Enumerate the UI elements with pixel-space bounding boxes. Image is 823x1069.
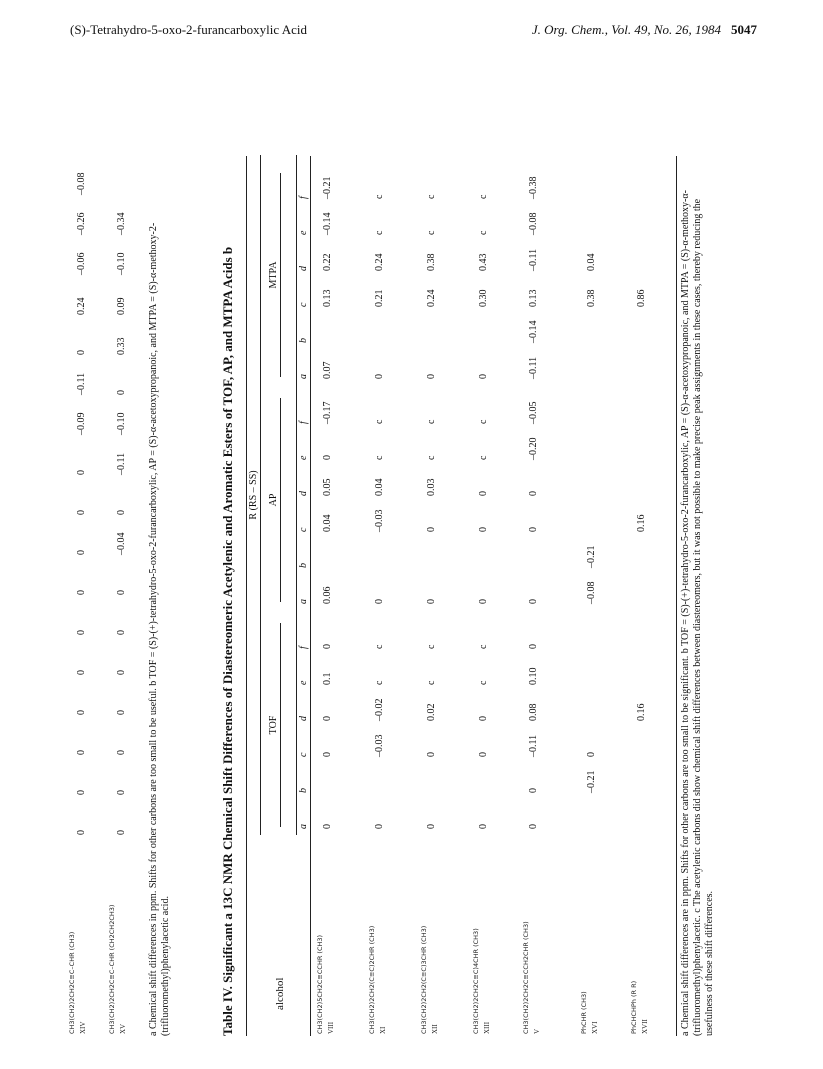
table-cell: –0.06 [76,252,87,275]
structure: CH3(CH2)2CH2C≡CCH2CHR (CH3) V [522,921,541,1034]
table-cell: c [374,455,385,460]
table-cell: c [374,680,385,685]
table-cell: c [478,680,489,685]
table-cell: –0.10 [116,412,127,435]
table-cell: –0.11 [116,452,127,475]
header-bottom-rule [310,156,311,1036]
table-cell: 0.16 [636,514,647,532]
table-cell: –0.21 [322,176,333,199]
table-cell: c [478,194,489,199]
table-cell: 0 [322,752,333,757]
subcolumn-a: a [298,599,309,604]
subcolumn-d: d [298,716,309,721]
running-title: (S)-Tetrahydro-5-oxo-2-furancarboxylic Acid [70,22,307,37]
table-cell: c [478,455,489,460]
table-cell: 0.06 [322,586,333,604]
table-cell: 0 [116,830,127,835]
table-cell: 0.04 [322,514,333,532]
compound-label: VIII [327,1021,335,1034]
table-cell: c [478,230,489,235]
top-footnote: a Chemical shift differences in ppm. Shifts for other carbons are too small to be useful. b TOF = (S)-(+)-tetrahydro-5-oxo-2-furancarboxylic, AP = (S)-α-acetoxypropanoic, and MTPA = (S)-α-methoxy-2-(trifluoromethyl)phenylacetic acid. [148,222,171,1036]
table-cell: 0.08 [528,703,539,721]
table-cell: 0 [76,590,87,595]
table-cell: 0 [76,630,87,635]
compound-label: XVII [641,1019,649,1034]
subcolumn-e: e [298,230,309,235]
table-cell: –0.14 [528,320,539,343]
table-cell: 0 [478,824,489,829]
table-cell: –0.08 [586,581,597,604]
table-cell: –0.26 [76,212,87,235]
subcolumn-f: f [298,646,309,649]
table-cell: 0.04 [586,253,597,271]
structure: CH3(CH2)2CH2(C≡C)3CHR (CH3) XII [420,925,439,1034]
subcolumn-b: b [298,563,309,568]
table-cell: 0 [528,644,539,649]
table-cell: 0 [426,752,437,757]
table-cell: 0 [116,630,127,635]
structure: CH3(CH2)2CH2(C≡C)2CHR (CH3) XI [368,925,387,1034]
table-cell: 0.02 [426,703,437,721]
table-cell: 0 [478,752,489,757]
subcolumn-b: b [298,338,309,343]
table-cell: –0.21 [586,545,597,568]
table-cell: 0 [528,527,539,532]
table-cell: 0.30 [478,289,489,307]
table-cell: –0.14 [322,212,333,235]
table-cell: 0 [116,390,127,395]
compound-label: XVI [591,1021,599,1034]
table-cell: 0 [76,670,87,675]
group-label-mtpa [268,165,281,385]
subcolumn-c: c [298,527,309,532]
table-cell: 0.09 [116,297,127,315]
journal-name: J. Org. Chem., Vol. 49, No. 26, 1984 [531,22,721,37]
table-cell: –0.11 [528,734,539,757]
subcolumn-a: a [298,824,309,829]
table-cell: –0.17 [322,401,333,424]
subcolumn-e: e [298,680,309,685]
structure: CH3(CH2)2CH2C≡C–CHR (CH3) XIV [68,931,87,1034]
table-cell: –0.03 [374,734,385,757]
group-underline [280,623,281,827]
table-cell: c [374,230,385,235]
table-cell: 0.03 [426,478,437,496]
table-cell: 0 [76,750,87,755]
group-label-tof [268,615,281,835]
table-cell: c [374,644,385,649]
subcolumn-d: d [298,266,309,271]
table-cell: 0 [478,491,489,496]
table-cell: 0 [426,374,437,379]
structure: CH3(CH2)2CH2C≡C–CHR (CH2CH2CH3) XV [108,904,127,1034]
table-cell: 0 [76,550,87,555]
subcolumn-f: f [298,421,309,424]
table-cell: 0.07 [322,361,333,379]
table-cell: 0 [528,824,539,829]
subcolumn-c: c [298,752,309,757]
table-cell: c [426,419,437,424]
compound-label: V [533,1028,541,1034]
structure: CH3(CH2)2CH2C≡C)4CHR (CH3) XIII [472,928,491,1034]
table-cell: –0.11 [528,248,539,271]
table-cell: c [426,194,437,199]
table-cell: 0 [374,374,385,379]
compound-label: XIV [79,1021,87,1034]
table-cell: 0 [478,599,489,604]
table-cell: c [478,644,489,649]
table-cell: 0.24 [374,253,385,271]
table-cell: 0 [76,710,87,715]
table-cell: 0 [116,590,127,595]
group-rule [260,155,261,835]
structure: CH3(CH2)5CH2C≡CCHR (CH3) VIII [316,934,335,1034]
table-cell: 0 [426,527,437,532]
table-cell: 0 [116,750,127,755]
table-cell: 0 [76,830,87,835]
group-label-ap [268,390,281,610]
table-cell: c [426,230,437,235]
table-cell: 0.86 [636,289,647,307]
table-cell: –0.05 [528,401,539,424]
table-cell: 0 [478,374,489,379]
group-label-text: TOF [268,715,279,735]
table-cell: –0.03 [374,509,385,532]
table-bottom-rule [676,156,677,1036]
table-cell: 0 [76,350,87,355]
table-cell: –0.10 [116,252,127,275]
table-top-rule [246,156,247,1036]
table-cell: –0.20 [528,437,539,460]
group-label-text: MTPA [268,261,279,289]
table-cell: 0 [76,510,87,515]
table-cell: 0 [76,790,87,795]
table-cell: 0.43 [478,253,489,271]
compound-label: XIII [483,1021,491,1034]
table-cell: –0.08 [528,212,539,235]
table-cell: 0.13 [528,289,539,307]
table-cell: 0.38 [586,289,597,307]
page-number: 5047 [731,22,757,37]
structure: PhCHR (CH3) XVI [580,991,599,1034]
table-cell: 0 [322,644,333,649]
alcohol-header: alcohol [274,977,286,1010]
table-cell: 0.13 [322,289,333,307]
compound-label: XV [119,1023,127,1034]
subcolumn-d: d [298,491,309,496]
table-cell: 0 [374,824,385,829]
table-cell: 0.1 [322,672,333,685]
table-cell: c [426,455,437,460]
compound-label: XI [379,1026,387,1034]
subcolumn-c: c [298,302,309,307]
table-cell: 0.10 [528,667,539,685]
table-cell: 0 [528,788,539,793]
table-cell: –0.21 [586,770,597,793]
table-cell: c [478,419,489,424]
table-footnote: a Chemical shift differences are in ppm. Shifts for other carbons are too small to be significant. b TOF = (S)-(+)-tetrahydro-5-oxo-2-furancarboxylic, AP = (S)-α-acetoxypropanoic, and MTPA = (S)-α-methoxy-α-(trifluoromethyl)phenylacetic. c The acetylenic carbons did show chemical shift differences between diastereomers, but it was not possible to make precise peak assignments in these cases, thereby reducing the usefulness of these shift differences. [680,190,715,1036]
table-cell: 0 [374,599,385,604]
subcolumn-e: e [298,455,309,460]
journal-citation [532,22,757,38]
rotated-page-content [60,150,758,1040]
table-cell: 0 [116,510,127,515]
table-cell: 0.22 [322,253,333,271]
subcol-rule [296,155,297,835]
table-cell: –0.38 [528,176,539,199]
group-underline [280,173,281,377]
table-cell: 0 [322,824,333,829]
table-cell: –0.11 [528,356,539,379]
table-caption: Table IV. Significant a 13C NMR Chemical Shift Differences of Diastereomeric Acetylenic and Aromatic Esters of TOF, AP, and MTPA Acids b [220,246,235,1036]
table-cell: –0.08 [76,172,87,195]
table-cell: 0 [586,752,597,757]
table-cell: –0.04 [116,532,127,555]
table-cell: –0.02 [374,698,385,721]
table-cell: 0 [426,599,437,604]
table-cell: –0.11 [76,372,87,395]
table-cell: 0.24 [76,297,87,315]
table-cell: 0 [322,455,333,460]
table-cell: 0 [528,599,539,604]
table-cell: 0 [76,470,87,475]
subcolumn-a: a [298,374,309,379]
subcolumn-f: f [298,196,309,199]
table-cell: 0.38 [426,253,437,271]
table-cell: 0 [478,716,489,721]
table-cell: 0.21 [374,289,385,307]
table-cell: 0 [116,670,127,675]
table-cell: 0 [116,790,127,795]
group-header: R (RS – SS) [248,470,259,520]
table-cell: 0 [116,710,127,715]
subcolumn-b: b [298,788,309,793]
table-cell: –0.09 [76,412,87,435]
table-cell: 0.33 [116,337,127,355]
table-cell: 0 [322,716,333,721]
table-cell: 0 [478,527,489,532]
table-cell: 0 [528,491,539,496]
table-cell: c [426,680,437,685]
table-cell: 0.05 [322,478,333,496]
table-cell: –0.34 [116,212,127,235]
group-label-text: AP [268,493,279,507]
table-cell: 0.24 [426,289,437,307]
table-cell: 0 [426,824,437,829]
group-underline [280,398,281,602]
table-cell: c [374,194,385,199]
structure: PhCHCHPh (R R) XVII [630,980,649,1034]
table-cell: c [426,644,437,649]
table-cell: c [374,419,385,424]
table-cell: 0.04 [374,478,385,496]
compound-label: XII [431,1024,439,1034]
table-cell: 0.16 [636,703,647,721]
